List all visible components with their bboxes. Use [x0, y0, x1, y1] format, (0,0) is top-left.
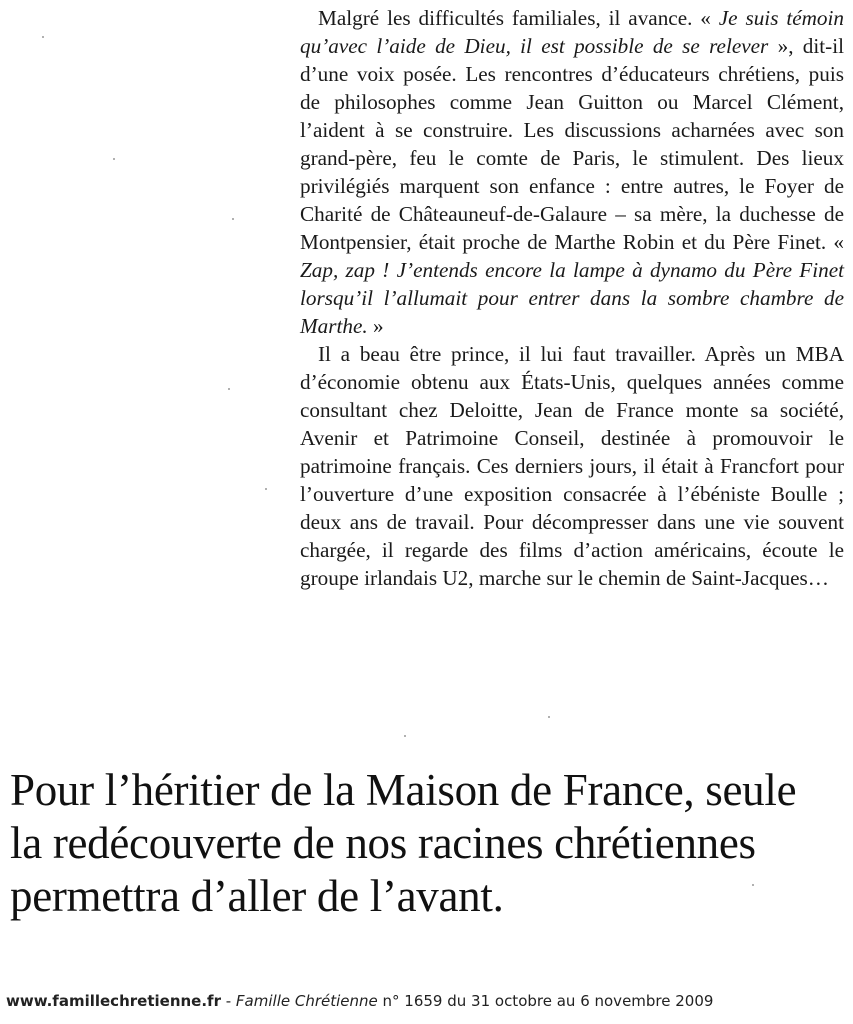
p1-text-b: », dit-il d’une voix posée. Les rencontres d’éducateurs chrétiens, puis de philosophes comme Jean Guitton ou Marcel Clément, l’aident à se construire. Les discussions acharnées avec son grand-père, feu le comte de Paris, le stimulent. Des lieux privilégiés marquent son enfance : entre autres, le Foyer de Charité de Châteauneuf-de-Galaure – sa mère, la duchesse de Montpensier, était proche de Marthe Robin et du Père Finet. « — [300, 34, 844, 254]
headline-line-2: la redécouverte de nos racines chrétiennes — [10, 818, 756, 868]
scan-speck — [113, 158, 115, 160]
source-footer — [6, 991, 846, 1011]
scan-speck — [232, 218, 234, 220]
article-body — [300, 4, 844, 592]
paragraph-1 — [300, 4, 844, 340]
scan-speck — [228, 388, 230, 390]
headline-line-3: permettra d’aller de l’avant. — [10, 871, 504, 921]
paragraph-2: Il a beau être prince, il lui faut travailler. Après un MBA d’économie obtenu aux États-Unis, quelques années comme consultant chez Deloitte, Jean de France monte sa société, Avenir et Patrimoine Conseil, destinée à promouvoir le patrimoine français. Ces derniers jours, il était à Francfort pour l’ouverture d’une exposition consacrée à l’ébéniste Boulle ; deux ans de travail. Pour décompresser dans une vie souvent chargée, il regarde des films d’action américains, écoute le groupe irlandais U2, marche sur le chemin de Saint-Jacques… — [300, 342, 844, 590]
pull-quote-headline — [10, 764, 845, 923]
p1-quote-2: Zap, zap ! J’entends encore la lampe à dynamo du Père Finet lorsqu’il l’allumait pour entrer dans la sombre chambre de Marthe. — [300, 258, 844, 338]
footer-separator: - — [220, 992, 236, 1010]
scan-speck — [265, 488, 267, 490]
scan-speck — [42, 36, 44, 38]
issue-info: n° 1659 du 31 octobre au 6 novembre 2009 — [377, 992, 714, 1010]
p1-quote-1: Je suis témoin qu’avec l’aide de Dieu, il est possible de se relever — [300, 6, 844, 58]
website-url: www.famillechretienne.fr — [6, 992, 221, 1010]
scan-speck — [404, 735, 406, 737]
p1-text-a: Malgré les difficultés familiales, il avance. « — [318, 6, 719, 30]
headline-line-1: Pour l’héritier de la Maison de France, seule — [10, 765, 797, 815]
magazine-name: Famille Chrétienne — [235, 992, 378, 1010]
scan-speck — [548, 716, 550, 718]
p1-text-c: » — [367, 314, 384, 338]
scan-speck — [752, 884, 754, 886]
